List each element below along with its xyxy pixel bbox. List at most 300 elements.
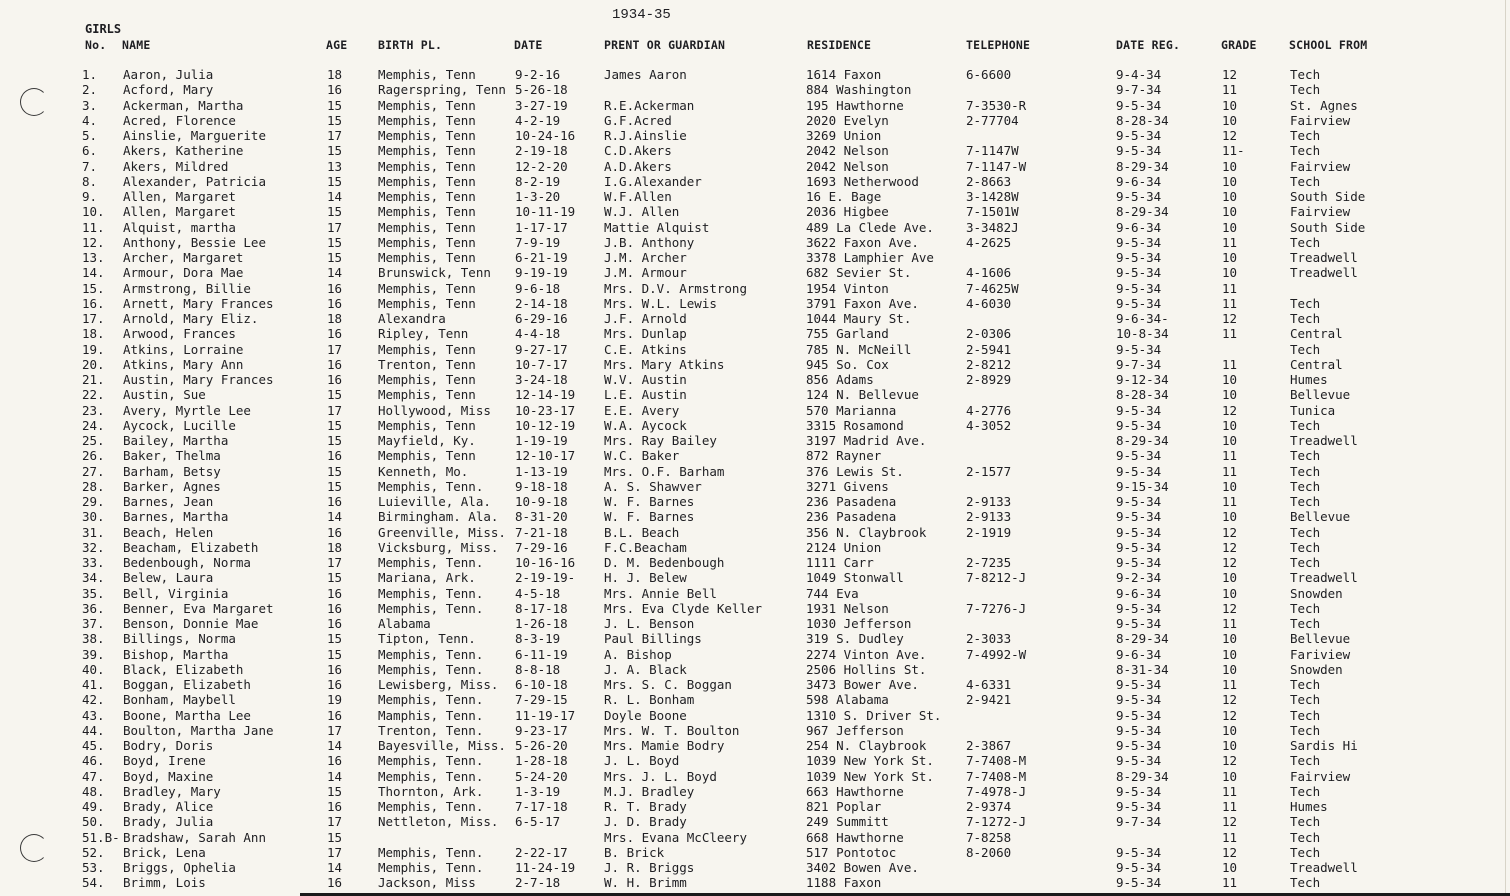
date-registered: 9-5-34: [1116, 448, 1162, 464]
row-number: 48.: [82, 783, 105, 799]
parent-guardian: W.J. Allen: [604, 204, 680, 220]
parent-guardian: J.F. Arnold: [604, 311, 687, 326]
birth-date: 6-11-19: [515, 646, 568, 662]
parent-guardian: C.E. Atkins: [604, 341, 687, 357]
birth-place: Ripley, Tenn: [378, 326, 469, 342]
student-age: 16: [327, 677, 343, 692]
student-age: 16: [327, 280, 343, 296]
residence: 3271 Givens: [806, 478, 889, 494]
parent-guardian: Mrs. Annie Bell: [604, 585, 717, 601]
table-row: [0, 464, 1510, 479]
row-number: 41.: [82, 677, 105, 692]
telephone: 2-9421: [966, 692, 1012, 708]
school-from: South Side: [1290, 219, 1366, 235]
birth-place: Luieville, Ala.: [378, 494, 491, 509]
student-name: Barker, Agnes: [123, 478, 221, 494]
birth-date: 3-24-18: [515, 372, 568, 387]
student-name: Bradley, Mary: [123, 783, 221, 799]
school-from: Tech: [1290, 677, 1321, 692]
date-registered: 9-6-34: [1116, 646, 1162, 662]
table-row: [0, 372, 1510, 387]
birth-date: 8-31-20: [515, 509, 568, 525]
table-row: [0, 647, 1510, 662]
student-age: 14: [327, 768, 343, 784]
school-from: Fariview: [1290, 646, 1351, 662]
student-age: 15: [327, 234, 343, 250]
row-number: 24.: [82, 417, 105, 433]
residence: 2274 Vinton Ave.: [806, 646, 927, 662]
birth-place: Bayesville, Miss.: [378, 738, 506, 753]
telephone: 8-2060: [966, 844, 1012, 860]
grade: 10: [1222, 387, 1238, 403]
student-age: 17: [327, 341, 343, 357]
student-name: Beacham, Elizabeth: [123, 539, 259, 555]
student-name: Aaron, Julia: [123, 67, 214, 82]
residence: 872 Rayner: [806, 448, 882, 464]
student-name: Bodry, Doris: [123, 738, 214, 753]
student-name: Alquist, martha: [123, 219, 236, 235]
school-from: Tech: [1290, 783, 1321, 799]
student-name: Boone, Martha Lee: [123, 707, 251, 723]
date-registered: 9-5-34: [1116, 738, 1162, 753]
school-from: Tech: [1290, 555, 1321, 570]
telephone: 7-8212-J: [966, 570, 1027, 586]
school-from: Treadwell: [1290, 570, 1358, 586]
student-age: 14: [327, 189, 343, 204]
residence: 598 Alabama: [806, 692, 889, 708]
parent-guardian: C.D.Akers: [604, 143, 672, 159]
grade: 12: [1222, 402, 1238, 418]
birth-date: 10-23-17: [515, 402, 576, 418]
student-name: Benner, Eva Margaret: [123, 600, 274, 616]
birth-date: 6-21-19: [515, 250, 568, 265]
birth-date: 2-19-18: [515, 143, 568, 159]
parent-guardian: W.C. Baker: [604, 448, 680, 464]
parent-guardian: A. S. Shawver: [604, 478, 702, 494]
student-age: 14: [327, 738, 343, 753]
residence: 755 Garland: [806, 326, 889, 342]
student-age: 14: [327, 265, 343, 281]
student-name: Armour, Dora Mae: [123, 265, 244, 281]
student-age: 17: [327, 844, 343, 860]
birth-date: 5-24-20: [515, 768, 568, 784]
student-age: 16: [327, 356, 343, 372]
residence: 967 Jefferson: [806, 722, 904, 738]
birth-date: 11-19-17: [515, 707, 576, 723]
student-age: 16: [327, 448, 343, 464]
student-name: Akers, Katherine: [123, 143, 244, 159]
row-number: 21.: [82, 372, 105, 387]
parent-guardian: Mrs. Mamie Bodry: [604, 738, 725, 753]
residence: 3791 Faxon Ave.: [806, 295, 919, 311]
parent-guardian: R.J.Ainslie: [604, 128, 687, 143]
table-row: [0, 586, 1510, 601]
birth-date: 8-17-18: [515, 600, 568, 616]
residence: 1111 Carr: [806, 555, 874, 570]
birth-place: Memphis, Tenn.: [378, 692, 484, 708]
date-registered: 9-5-34: [1116, 509, 1162, 525]
grade: 12: [1222, 600, 1238, 616]
row-number: 47.: [82, 768, 105, 784]
grade: 11: [1222, 783, 1238, 799]
student-age: 15: [327, 570, 343, 586]
date-registered: 9-5-34: [1116, 341, 1162, 357]
row-number: 51.B-: [82, 829, 120, 845]
grade: 10: [1222, 417, 1238, 433]
birth-place: Alabama: [378, 616, 431, 631]
student-age: 17: [327, 128, 343, 143]
parent-guardian: R. L. Bonham: [604, 692, 695, 708]
student-name: Belew, Laura: [123, 570, 214, 586]
date-registered: 9-6-34: [1116, 219, 1162, 235]
school-from: Humes: [1290, 372, 1328, 387]
student-age: 16: [327, 326, 343, 342]
date-registered: 8-29-34: [1116, 433, 1169, 448]
row-number: 43.: [82, 707, 105, 723]
parent-guardian: R.E.Ackerman: [604, 97, 695, 113]
telephone: 3-3482J: [966, 219, 1019, 235]
row-number: 54.: [82, 875, 105, 891]
table-row: [0, 616, 1510, 631]
table-row: [0, 128, 1510, 143]
telephone: 2-77704: [966, 112, 1019, 128]
date-registered: 9-5-34: [1116, 539, 1162, 555]
row-number: 23.: [82, 402, 105, 418]
student-name: Arnett, Mary Frances: [123, 295, 274, 311]
parent-guardian: B.L. Beach: [604, 524, 680, 540]
birth-place: Memphis, Tenn.: [378, 860, 484, 875]
birth-date: 6-5-17: [515, 814, 561, 830]
table-row: [0, 403, 1510, 418]
student-age: 15: [327, 433, 343, 448]
telephone: 2-8212: [966, 356, 1012, 372]
table-row: [0, 677, 1510, 692]
date-registered: 9-5-34: [1116, 753, 1162, 769]
table-row: [0, 845, 1510, 860]
table-row: [0, 738, 1510, 753]
birth-date: 9-19-19: [515, 265, 568, 281]
table-row: [0, 494, 1510, 509]
header-no: No.: [85, 38, 107, 52]
date-registered: 9-5-34: [1116, 97, 1162, 113]
birth-date: 4-5-18: [515, 585, 561, 601]
parent-guardian: B. Brick: [604, 844, 665, 860]
birth-place: Hollywood, Miss: [378, 402, 491, 418]
date-registered: 9-5-34: [1116, 875, 1162, 891]
table-row: [0, 753, 1510, 768]
student-name: Avery, Myrtle Lee: [123, 402, 251, 418]
parent-guardian: W.F.Allen: [604, 189, 672, 204]
residence: 1931 Nelson: [806, 600, 889, 616]
table-row: [0, 540, 1510, 555]
student-age: 16: [327, 799, 343, 814]
birth-place: Memphis, Tenn: [378, 234, 476, 250]
student-name: Boyd, Maxine: [123, 768, 214, 784]
grade: 11-: [1222, 143, 1245, 159]
student-age: 19: [327, 692, 343, 708]
school-from: Tech: [1290, 524, 1321, 540]
birth-place: Memphis, Tenn.: [378, 555, 484, 570]
student-name: Bell, Virginia: [123, 585, 229, 601]
residence: 3269 Union: [806, 128, 882, 143]
residence: 376 Lewis St.: [806, 463, 904, 479]
parent-guardian: Mrs. J. L. Boyd: [604, 768, 717, 784]
birth-date: 6-29-16: [515, 311, 568, 326]
student-name: Baker, Thelma: [123, 448, 221, 464]
header-birth-place: BIRTH PL.: [378, 38, 443, 52]
table-row: [0, 281, 1510, 296]
date-registered: 10-8-34: [1116, 326, 1169, 342]
parent-guardian: W.V. Austin: [604, 372, 687, 387]
parent-guardian: Mattie Alquist: [604, 219, 710, 235]
student-age: 15: [327, 250, 343, 265]
school-from: Tech: [1290, 128, 1321, 143]
row-number: 9.: [82, 189, 98, 204]
row-number: 6.: [82, 143, 98, 159]
header-name: NAME: [122, 38, 151, 52]
telephone: 7-1147W: [966, 143, 1019, 159]
grade: 10: [1222, 265, 1238, 281]
telephone: 7-1147-W: [966, 158, 1027, 174]
student-age: 16: [327, 524, 343, 540]
grade: 10: [1222, 250, 1238, 265]
residence: 744 Eva: [806, 585, 859, 601]
table-row: [0, 723, 1510, 738]
row-number: 39.: [82, 646, 105, 662]
date-registered: 9-5-34: [1116, 722, 1162, 738]
student-age: 15: [327, 478, 343, 494]
grade: 10: [1222, 372, 1238, 387]
grade: 12: [1222, 311, 1238, 326]
student-age: 14: [327, 509, 343, 525]
row-number: 42.: [82, 692, 105, 708]
table-row: [0, 326, 1510, 341]
birth-place: Tipton, Tenn.: [378, 631, 476, 647]
parent-guardian: J.M. Armour: [604, 265, 687, 281]
residence: 1693 Netherwood: [806, 173, 919, 189]
telephone: 2-1577: [966, 463, 1012, 479]
birth-place: Memphis, Tenn.: [378, 585, 484, 601]
birth-place: Memphis, Tenn: [378, 387, 476, 403]
student-name: Brick, Lena: [123, 844, 206, 860]
student-name: Bonham, Maybell: [123, 692, 236, 708]
date-registered: 9-5-34: [1116, 265, 1162, 281]
birth-place: Nettleton, Miss.: [378, 814, 499, 830]
row-number: 1.: [82, 67, 98, 82]
birth-date: 4-2-19: [515, 112, 561, 128]
date-registered: 9-15-34: [1116, 478, 1169, 494]
school-from: Tech: [1290, 67, 1321, 82]
student-age: 15: [327, 631, 343, 647]
row-number: 10.: [82, 204, 105, 220]
birth-date: 2-14-18: [515, 295, 568, 311]
date-registered: 9-4-34: [1116, 67, 1162, 82]
school-from: South Side: [1290, 189, 1366, 204]
row-number: 49.: [82, 799, 105, 814]
parent-guardian: H. J. Belew: [604, 570, 687, 586]
row-number: 31.: [82, 524, 105, 540]
student-name: Barnes, Jean: [123, 494, 214, 509]
birth-date: 9-18-18: [515, 478, 568, 494]
grade: 12: [1222, 844, 1238, 860]
birth-date: 10-7-17: [515, 356, 568, 372]
birth-date: 3-27-19: [515, 97, 568, 113]
student-age: 17: [327, 722, 343, 738]
grade: 11: [1222, 494, 1238, 509]
grade: 12: [1222, 814, 1238, 830]
school-from: Tech: [1290, 722, 1321, 738]
row-number: 19.: [82, 341, 105, 357]
date-registered: 9-5-34: [1116, 677, 1162, 692]
parent-guardian: Paul Billings: [604, 631, 702, 647]
birth-date: 1-26-18: [515, 616, 568, 631]
telephone: 7-7408-M: [966, 753, 1027, 769]
date-registered: 9-5-34: [1116, 860, 1162, 875]
table-row: [0, 784, 1510, 799]
residence: 785 N. McNeill: [806, 341, 912, 357]
date-registered: 9-5-34: [1116, 783, 1162, 799]
birth-date: 1-3-19: [515, 783, 561, 799]
parent-guardian: Mrs. Evana McCleery: [604, 829, 747, 845]
table-row: [0, 67, 1510, 82]
birth-date: 7-21-18: [515, 524, 568, 540]
birth-place: Memphis, Tenn.: [378, 844, 484, 860]
grade: 11: [1222, 295, 1238, 311]
row-number: 4.: [82, 112, 98, 128]
parent-guardian: D. M. Bedenbough: [604, 555, 725, 570]
student-rows: [0, 67, 1510, 891]
table-row: [0, 601, 1510, 616]
telephone: 4-2625: [966, 234, 1012, 250]
parent-guardian: J. L. Benson: [604, 616, 695, 631]
table-row: [0, 342, 1510, 357]
telephone: 7-8258: [966, 829, 1012, 845]
residence: 517 Pontotoc: [806, 844, 897, 860]
date-registered: 9-5-34: [1116, 234, 1162, 250]
student-name: Aycock, Lucille: [123, 417, 236, 433]
row-number: 11.: [82, 219, 105, 235]
date-registered: 9-5-34: [1116, 799, 1162, 814]
school-from: Tunica: [1290, 402, 1336, 418]
school-from: Bellevue: [1290, 509, 1351, 525]
grade: 11: [1222, 234, 1238, 250]
birth-date: 4-4-18: [515, 326, 561, 342]
birth-place: Mayfield, Ky.: [378, 433, 476, 448]
residence: 682 Sevier St.: [806, 265, 912, 281]
parent-guardian: J.M. Archer: [604, 250, 687, 265]
birth-date: 10-12-19: [515, 417, 576, 433]
student-age: 18: [327, 311, 343, 326]
birth-date: 8-8-18: [515, 661, 561, 677]
table-row: [0, 570, 1510, 585]
grade: 10: [1222, 509, 1238, 525]
row-number: 50.: [82, 814, 105, 830]
student-age: 16: [327, 753, 343, 769]
student-age: 15: [327, 829, 343, 845]
telephone: 4-2776: [966, 402, 1012, 418]
birth-date: 12-2-20: [515, 158, 568, 174]
date-registered: 9-12-34: [1116, 372, 1169, 387]
residence: 3315 Rosamond: [806, 417, 904, 433]
residence: 124 N. Bellevue: [806, 387, 919, 403]
date-registered: 9-5-34: [1116, 402, 1162, 418]
school-from: Treadwell: [1290, 265, 1358, 281]
birth-place: Memphis, Tenn: [378, 173, 476, 189]
date-registered: 8-31-34: [1116, 661, 1169, 677]
student-name: Brimm, Lois: [123, 875, 206, 891]
parent-guardian: A. Bishop: [604, 646, 672, 662]
student-age: 15: [327, 463, 343, 479]
parent-guardian: L.E. Austin: [604, 387, 687, 403]
student-name: Akers, Mildred: [123, 158, 229, 174]
date-registered: 9-6-34: [1116, 585, 1162, 601]
student-name: Bishop, Martha: [123, 646, 229, 662]
table-row: [0, 311, 1510, 326]
residence: 2042 Nelson: [806, 143, 889, 159]
parent-guardian: J.B. Anthony: [604, 234, 695, 250]
student-name: Barham, Betsy: [123, 463, 221, 479]
birth-date: 5-26-20: [515, 738, 568, 753]
telephone: 2-5941: [966, 341, 1012, 357]
grade: 12: [1222, 539, 1238, 555]
birth-place: Birmingham. Ala.: [378, 509, 499, 525]
residence: 1044 Maury St.: [806, 311, 912, 326]
birth-date: 2-7-18: [515, 875, 561, 891]
telephone: 7-7276-J: [966, 600, 1027, 616]
student-age: 15: [327, 387, 343, 403]
grade: 10: [1222, 570, 1238, 586]
row-number: 44.: [82, 722, 105, 738]
table-row: [0, 143, 1510, 158]
telephone: 7-7408-M: [966, 768, 1027, 784]
date-registered: 8-29-34: [1116, 631, 1169, 647]
student-name: Bradshaw, Sarah Ann: [123, 829, 266, 845]
birth-date: 8-3-19: [515, 631, 561, 647]
date-registered: 9-5-34: [1116, 692, 1162, 708]
date-registered: 9-6-34-: [1116, 311, 1169, 326]
row-number: 13.: [82, 250, 105, 265]
row-number: 40.: [82, 661, 105, 677]
student-age: 15: [327, 417, 343, 433]
row-number: 33.: [82, 555, 105, 570]
school-from: Tech: [1290, 753, 1321, 769]
birth-place: Jackson, Miss: [378, 875, 476, 891]
residence: 2036 Higbee: [806, 204, 889, 220]
residence: 1954 Vinton: [806, 280, 889, 296]
residence: 195 Hawthorne: [806, 97, 904, 113]
school-from: Tech: [1290, 707, 1321, 723]
birth-date: 7-9-19: [515, 234, 561, 250]
birth-date: 6-10-18: [515, 677, 568, 692]
birth-place: Mariana, Ark.: [378, 570, 476, 586]
grade: 10: [1222, 646, 1238, 662]
birth-date: 7-29-16: [515, 539, 568, 555]
parent-guardian: J. R. Briggs: [604, 860, 695, 875]
row-number: 5.: [82, 128, 98, 143]
header-telephone: TELEPHONE: [966, 38, 1031, 52]
school-from: Tech: [1290, 539, 1321, 555]
row-number: 25.: [82, 433, 105, 448]
parent-guardian: I.G.Alexander: [604, 173, 702, 189]
student-name: Austin, Sue: [123, 387, 206, 403]
table-row: [0, 708, 1510, 723]
table-row: [0, 555, 1510, 570]
table-row: [0, 235, 1510, 250]
student-name: Boulton, Martha Jane: [123, 722, 274, 738]
grade: 10: [1222, 97, 1238, 113]
date-registered: 9-5-34: [1116, 600, 1162, 616]
student-name: Allen, Margaret: [123, 189, 236, 204]
